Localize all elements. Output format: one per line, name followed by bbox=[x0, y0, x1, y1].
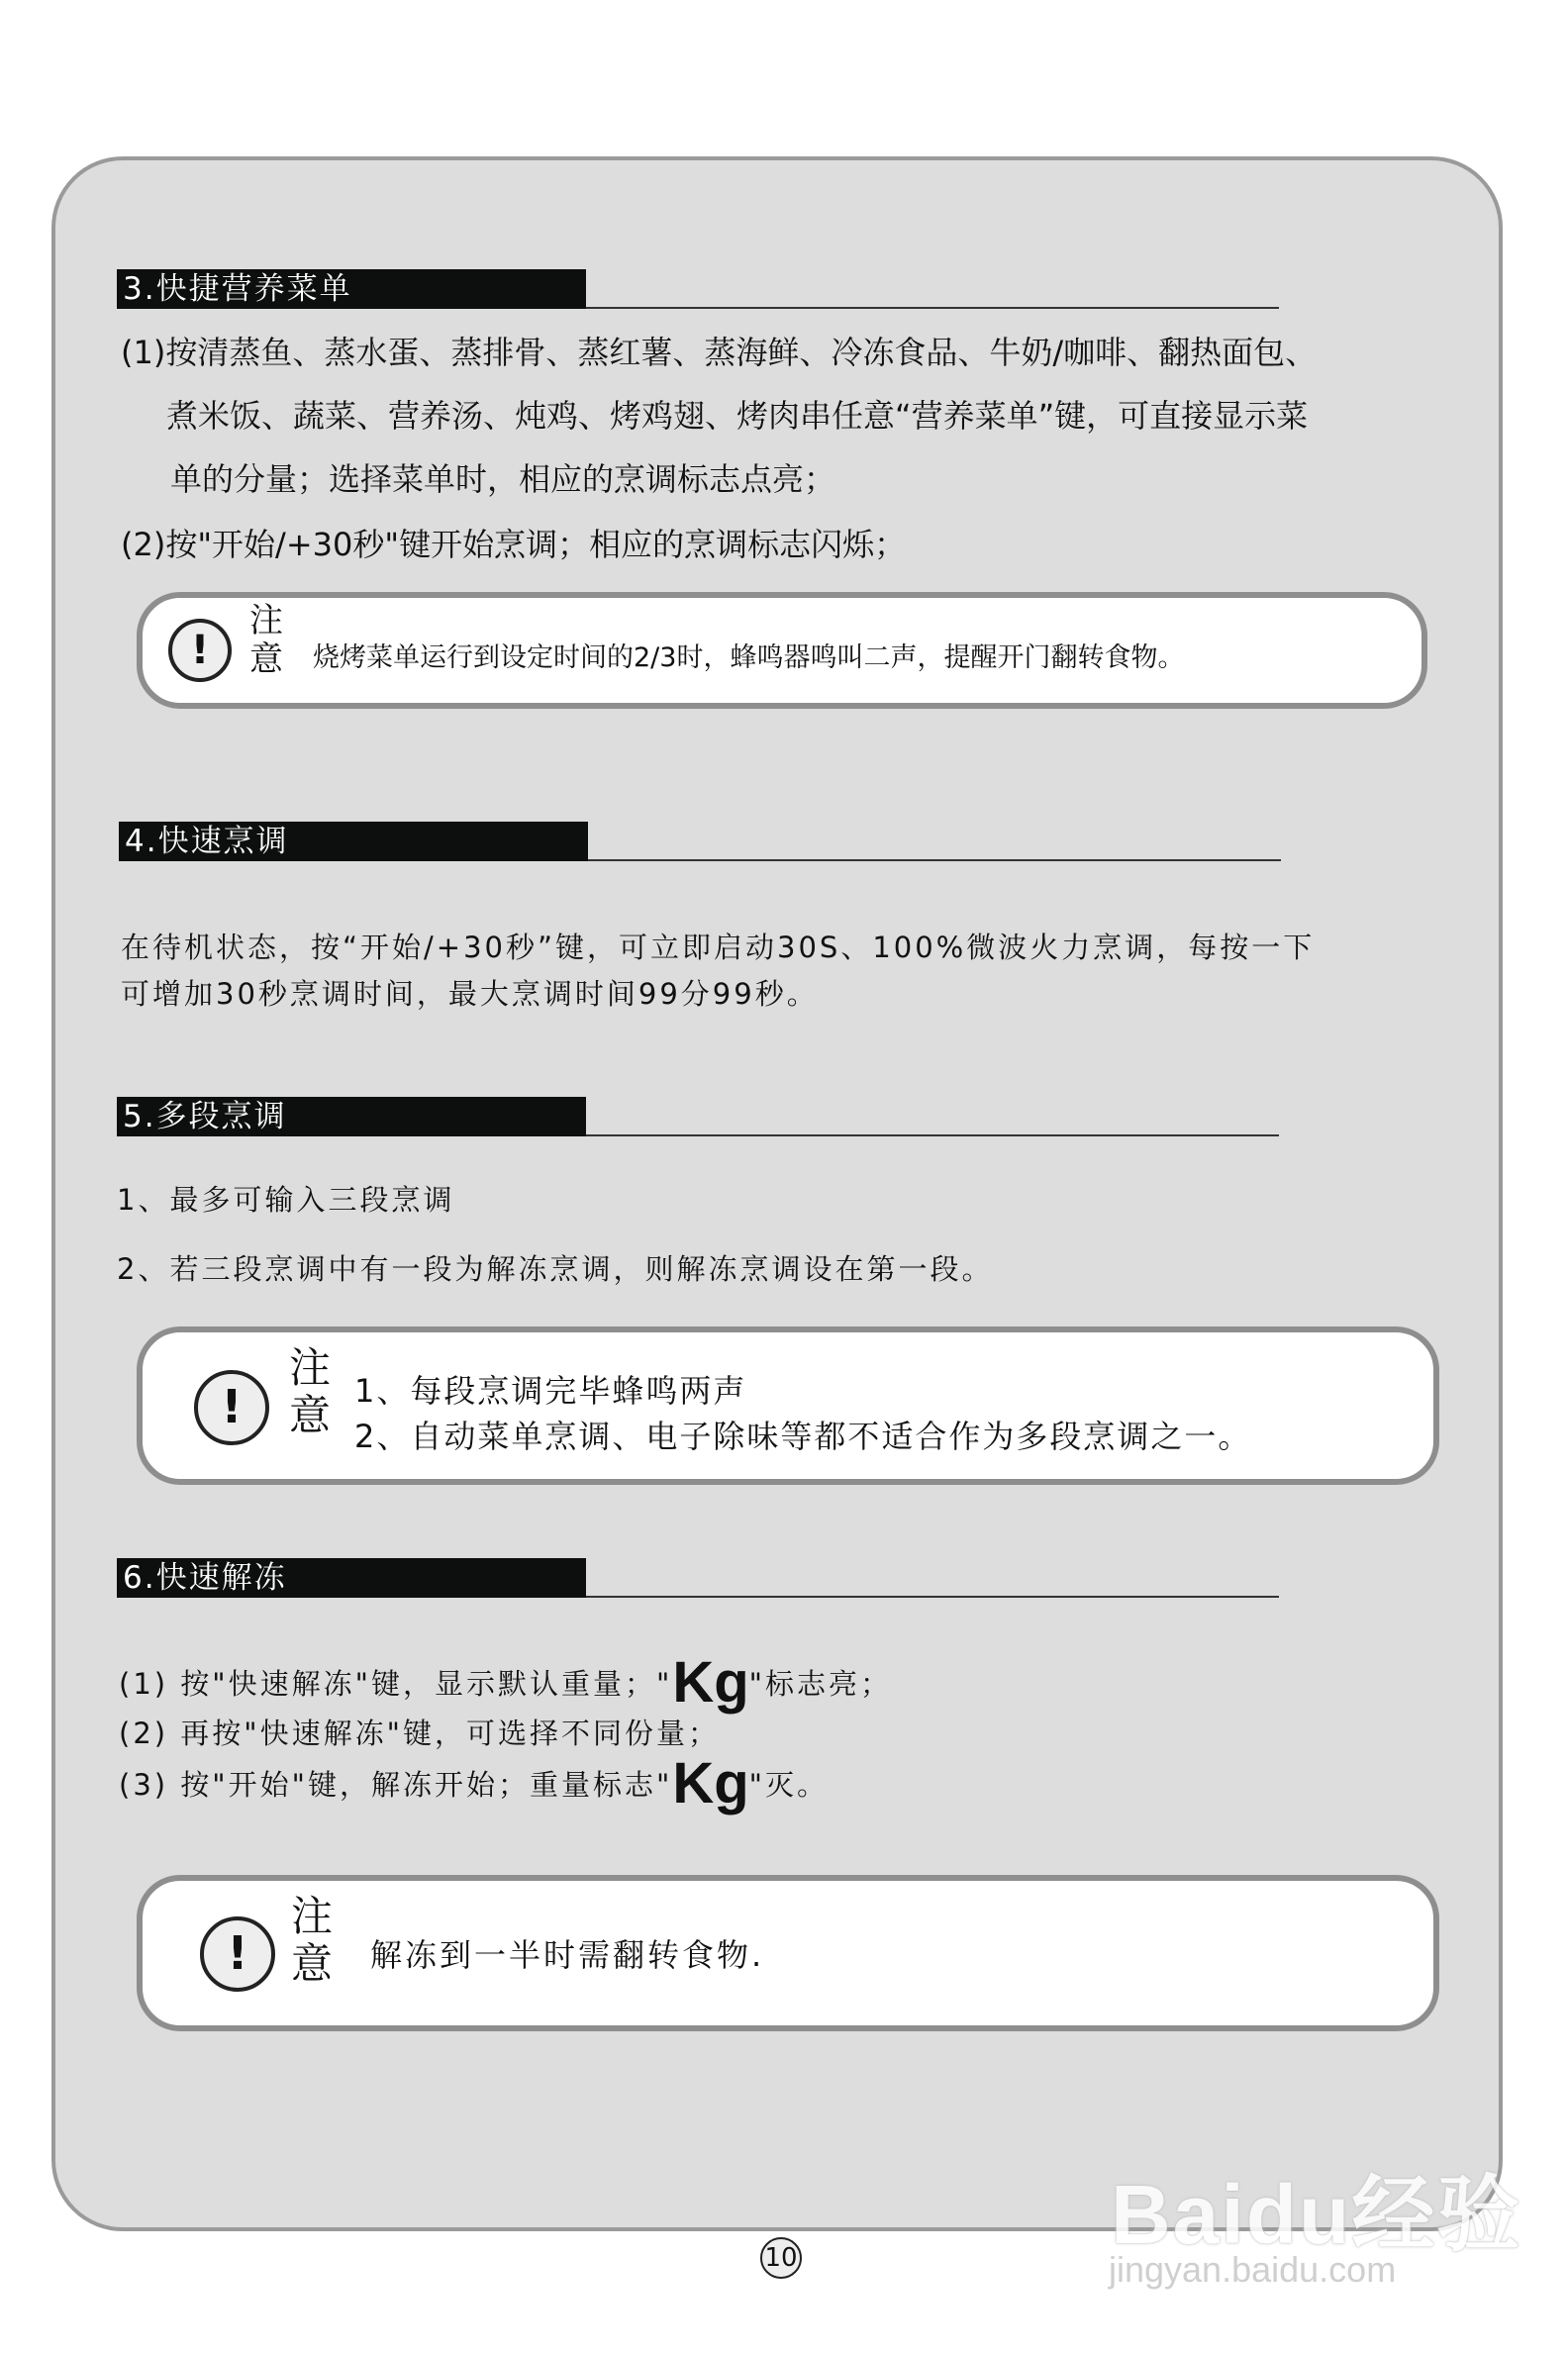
exclamation-icon: ! bbox=[168, 619, 232, 682]
section-4-line-1: 在待机状态，按“开始/+30秒”键，可立即启动30S、100%微波火力烹调，每按一下 bbox=[121, 931, 1316, 964]
note-label-char-1: 注 bbox=[291, 1892, 334, 1940]
note-label bbox=[289, 1344, 331, 1440]
section-5-line-2: 2、若三段烹调中有一段为解冻烹调，则解冻烹调设在第一段。 bbox=[117, 1252, 994, 1286]
section-3-line-4: (2)按"开始/+30秒"键开始烹调；相应的烹调标志闪烁； bbox=[121, 526, 907, 563]
note-text-1: 烧烤菜单运行到设定时间的2/3时，蜂鸣器鸣叫二声，提醒开门翻转食物。 bbox=[313, 642, 1185, 673]
section-6-line-2: (2) 再按"快速解冻"键，可选择不同份量； bbox=[119, 1717, 720, 1750]
section-5-line-1: 1、最多可输入三段烹调 bbox=[117, 1183, 455, 1217]
section-6-line-1 bbox=[119, 1650, 892, 1715]
note-label-char-2: 意 bbox=[289, 1391, 332, 1440]
section-3-line-1: (1)按清蒸鱼、蒸水蛋、蒸排骨、蒸红薯、蒸海鲜、冷冻食品、牛奶/咖啡、翻热面包、 bbox=[121, 334, 1318, 371]
section-6-line-1-text: (1) 按"快速解冻"键，显示默认重量；" bbox=[119, 1667, 673, 1701]
section-6-line-3 bbox=[119, 1751, 829, 1816]
note-box-3 bbox=[137, 1875, 1439, 2031]
section-3-title: 3.快捷营养菜单 bbox=[123, 271, 352, 307]
section-3-line-2: 煮米饭、蔬菜、营养汤、炖鸡、烤鸡翅、烤肉串任意“营养菜单”键，可直接显示菜 bbox=[166, 397, 1309, 435]
note-label bbox=[249, 602, 283, 679]
section-4-rule bbox=[588, 859, 1281, 861]
baidu-watermark-url: jingyan.baidu.com bbox=[1109, 2249, 1397, 2290]
section-3-line-3: 单的分量；选择菜单时，相应的烹调标志点亮； bbox=[170, 460, 836, 498]
baidu-watermark: Baidu经验 bbox=[1111, 2168, 1522, 2261]
section-5-title: 5.多段烹调 bbox=[123, 1099, 287, 1134]
note-label bbox=[291, 1893, 333, 1989]
note-text-2 bbox=[354, 1368, 1251, 1459]
section-6-line-3-text: (3) 按"开始"键，解冻开始；重量标志" bbox=[119, 1768, 673, 1802]
section-6-title: 6.快速解冻 bbox=[123, 1560, 287, 1596]
note-label-char-1: 注 bbox=[289, 1343, 332, 1392]
note-box-1 bbox=[137, 592, 1427, 709]
section-6-line-1-tail: "标志亮； bbox=[748, 1667, 892, 1701]
kg-label: Kg bbox=[672, 1751, 749, 1816]
section-4-title: 4.快速烹调 bbox=[125, 824, 289, 859]
note-label-char-2: 意 bbox=[291, 1939, 334, 1989]
exclamation-icon: ! bbox=[194, 1370, 269, 1445]
note-label-char-1: 注 bbox=[249, 601, 283, 640]
section-6-rule bbox=[586, 1596, 1279, 1598]
section-3-rule bbox=[586, 307, 1279, 309]
section-6-line-3-tail: "灭。 bbox=[748, 1768, 829, 1802]
note-2-line-1: 1、每段烹调完毕蜂鸣两声 bbox=[354, 1372, 747, 1410]
page-number: 10 bbox=[760, 2237, 802, 2279]
note-box-2 bbox=[137, 1326, 1439, 1485]
kg-label: Kg bbox=[672, 1650, 749, 1715]
section-4-line-2: 可增加30秒烹调时间，最大烹调时间99分99秒。 bbox=[121, 977, 819, 1011]
note-label-char-2: 意 bbox=[249, 639, 283, 680]
exclamation-icon: ! bbox=[200, 1916, 275, 1992]
note-2-line-2: 2、自动菜单烹调、电子除味等都不适合作为多段烹调之一。 bbox=[354, 1418, 1252, 1455]
section-5-rule bbox=[586, 1134, 1279, 1136]
note-text-3: 解冻到一半时需翻转食物. bbox=[370, 1936, 765, 1974]
